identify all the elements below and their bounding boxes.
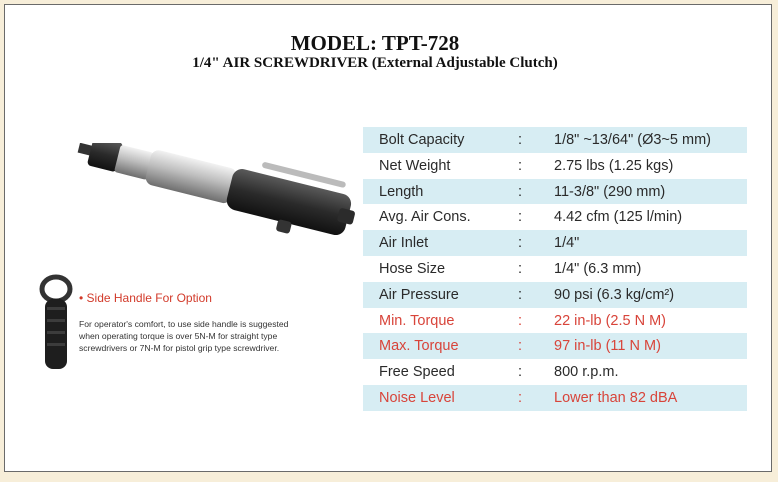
spec-separator: : — [518, 209, 523, 226]
product-sheet — [4, 4, 772, 472]
spec-row — [363, 333, 747, 359]
spec-separator: : — [518, 260, 523, 277]
spec-row — [363, 179, 747, 205]
spec-label: Hose Size — [379, 260, 446, 277]
side-handle-option-description: For operator's comfort, to use side handle is suggested when operating torque is over 5N-M for straight type screwdrivers or 7N-M for pistol grip type screwdriver. — [79, 319, 289, 353]
spec-row — [363, 153, 747, 179]
spec-value: 22 in-lb (2.5 N M) — [554, 312, 667, 329]
side-handle-option-title: • Side Handle For Option — [79, 291, 212, 305]
spec-value: Lower than 82 dBA — [554, 389, 678, 406]
spec-label: Net Weight — [379, 157, 451, 174]
product-subtitle: 1/4" AIR SCREWDRIVER (External Adjustable Clutch) — [192, 55, 558, 71]
spec-separator: : — [518, 132, 523, 148]
spec-separator: : — [518, 364, 523, 381]
spec-row — [363, 359, 747, 385]
spec-value: 2.75 lbs (1.25 kgs) — [554, 157, 674, 174]
spec-value: 4.42 cfm (125 l/min) — [554, 209, 683, 226]
spec-value: 1/4" (6.3 mm) — [554, 260, 642, 277]
spec-value: 90 psi (6.3 kg/cm²) — [554, 286, 675, 303]
spec-separator: : — [518, 286, 523, 303]
model-title: MODEL: TPT-728 — [290, 31, 460, 55]
spec-row — [363, 385, 747, 411]
spec-separator: : — [518, 312, 523, 329]
spec-separator: : — [518, 338, 523, 355]
spec-value: 11-3/8" (290 mm) — [554, 183, 666, 200]
spec-row — [363, 204, 747, 230]
spec-label: Bolt Capacity — [379, 132, 465, 148]
spec-row — [363, 282, 747, 308]
spec-separator: : — [518, 183, 523, 200]
side-handle-image — [31, 273, 81, 373]
air-screwdriver-image — [63, 143, 363, 283]
spec-label: Avg. Air Cons. — [379, 209, 471, 226]
spec-label: Air Inlet — [379, 235, 429, 252]
spec-value: 97 in-lb (11 N M) — [554, 338, 661, 355]
spec-value: 800 r.p.m. — [554, 364, 619, 381]
spec-value: 1/4" — [554, 235, 580, 252]
spec-row — [363, 308, 747, 334]
spec-label: Air Pressure — [379, 286, 459, 303]
spec-label: Max. Torque — [379, 338, 459, 355]
spec-value: 1/8" ~13/64" (Ø3~5 mm) — [554, 132, 711, 148]
spec-separator: : — [518, 157, 523, 174]
spec-row — [363, 127, 747, 153]
spec-separator: : — [518, 235, 523, 252]
spec-label: Min. Torque — [379, 312, 455, 329]
spec-label: Free Speed — [379, 364, 455, 381]
spec-label: Noise Level — [379, 389, 455, 406]
spec-label: Length — [379, 183, 424, 200]
spec-table — [363, 127, 747, 411]
spec-separator: : — [518, 389, 523, 406]
spec-row — [363, 256, 747, 282]
spec-row — [363, 230, 747, 256]
